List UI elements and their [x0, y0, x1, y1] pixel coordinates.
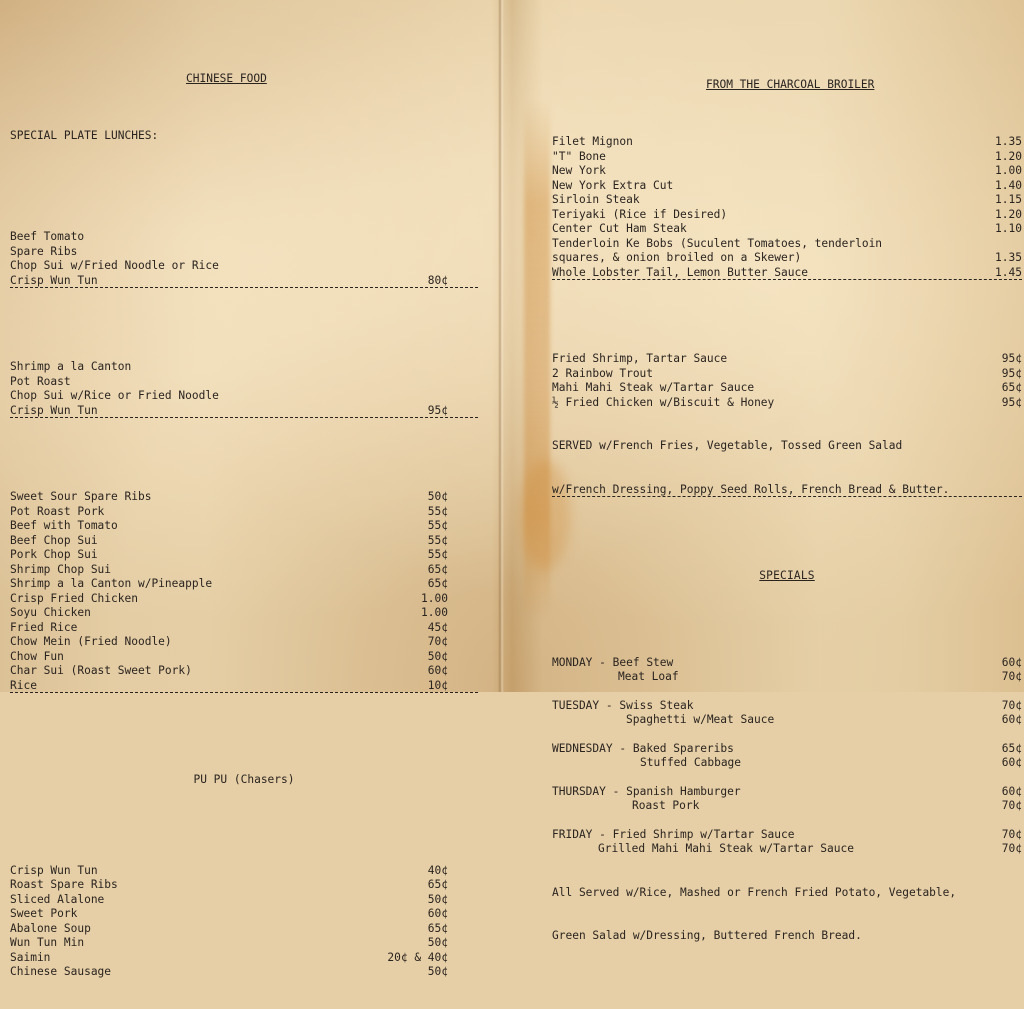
- broiler-item-price: 1.20: [995, 149, 1022, 163]
- special-second-row: [552, 799, 1022, 814]
- pupu-item-name: Saimin: [10, 950, 51, 964]
- broiler-item-price: 1.10: [995, 222, 1022, 235]
- menu-item: [10, 606, 478, 621]
- menu-item: [10, 679, 478, 694]
- menu-item-name: Chow Fun: [10, 649, 64, 663]
- spacer: [552, 728, 1022, 742]
- footer-note-2: Green Salad w/Dressing, Buttered French Bread.: [552, 929, 862, 942]
- seafood-item-price: 95¢: [1001, 352, 1022, 365]
- menu-item-name: Char Sui (Roast Sweet Pork): [10, 664, 192, 677]
- menu-item-price: 60¢: [427, 664, 448, 677]
- seafood-item: [552, 352, 1022, 367]
- special-dish: Grilled Mahi Mahi Steak w/Tartar Sauce: [598, 842, 854, 855]
- special-dish: Spanish Hamburger: [626, 784, 741, 798]
- separator: -: [605, 784, 627, 798]
- broiler-item: [552, 150, 1022, 165]
- broiler-item: [552, 222, 1022, 237]
- plate-item: [10, 274, 478, 289]
- footer-note-1: All Served w/Rice, Mashed or French Fried Potato, Vegetable,: [552, 885, 957, 899]
- special-day-line: [552, 656, 673, 671]
- separator: -: [599, 698, 620, 712]
- special-price: 60¢: [1001, 713, 1022, 726]
- right-page: [552, 106, 1022, 973]
- plate-group-1: [10, 230, 478, 288]
- plate-item-name: Pot Roast: [10, 374, 71, 388]
- seafood-item: [552, 381, 1022, 396]
- menu-item-price: 45¢: [427, 620, 448, 634]
- broiler-item-name: Center Cut Ham Steak: [552, 222, 687, 235]
- special-price: 60¢: [1001, 756, 1022, 769]
- menu-item-price: 65¢: [427, 562, 448, 576]
- separator: -: [592, 655, 613, 669]
- special-dish: Fried Shrimp w/Tartar Sauce: [612, 827, 795, 841]
- seafood-item-price: 95¢: [1001, 395, 1022, 409]
- served-note-2: w/French Dressing, Poppy Seed Rolls, French Bread & Butter.: [552, 483, 1022, 498]
- page-fold: [498, 0, 504, 692]
- plate-item-name: Crisp Wun Tun: [10, 403, 98, 417]
- seafood-item: [552, 396, 1022, 411]
- menu-item-name: Soyu Chicken: [10, 606, 91, 619]
- broiler-item-name: Tenderloin Ke Bobs (Suculent Tomatoes, tenderloin: [552, 236, 883, 250]
- menu-item-name: Pot Roast Pork: [10, 504, 105, 518]
- spacer: [552, 814, 1022, 828]
- pupu-item: [10, 922, 478, 937]
- pupu-item: [10, 951, 478, 966]
- special-second-row: [552, 756, 1022, 771]
- special-day: WEDNESDAY: [552, 741, 613, 755]
- special-day-row: [552, 656, 1022, 671]
- broiler-item-name: "T" Bone: [552, 149, 606, 163]
- pupu-item-name: Crisp Wun Tun: [10, 863, 98, 877]
- broiler-item-name: squares, & onion broiled on a Skewer): [552, 251, 802, 264]
- plate-item: [10, 404, 478, 419]
- pupu-item-price: 65¢: [427, 921, 448, 935]
- special-plate-heading: SPECIAL PLATE LUNCHES:: [10, 129, 159, 142]
- menu-item-name: Sweet Sour Spare Ribs: [10, 490, 152, 503]
- menu-item-name: Fried Rice: [10, 620, 78, 634]
- broiler-item: [552, 179, 1022, 194]
- menu-item-name: Rice: [10, 678, 37, 692]
- alacarte-list: [10, 490, 478, 693]
- special-price: 70¢: [1001, 670, 1022, 683]
- pupu-item-price: 40¢: [427, 863, 448, 877]
- menu-item-name: Shrimp a la Canton w/Pineapple: [10, 577, 213, 590]
- special-day-line: [552, 785, 741, 800]
- menu-item: [10, 534, 478, 549]
- pupu-item-name: Sliced Alalone: [10, 892, 105, 906]
- menu-item-price: 10¢: [427, 678, 448, 692]
- seafood-list: [552, 352, 1022, 410]
- pupu-item-name: Roast Spare Ribs: [10, 878, 118, 891]
- special-day: TUESDAY: [552, 698, 600, 712]
- broiler-item-price: 1.20: [995, 207, 1022, 221]
- plate-item-name: Beef Tomato: [10, 230, 85, 243]
- special-price: 60¢: [1001, 784, 1022, 798]
- broiler-item-price: 1.15: [995, 193, 1022, 206]
- special-dish: Roast Pork: [632, 799, 700, 812]
- menu-item-price: 55¢: [427, 533, 448, 547]
- plate-group-price: 80¢: [427, 273, 448, 287]
- special-price: 60¢: [1001, 655, 1022, 669]
- special-dish: Spaghetti w/Meat Sauce: [626, 713, 775, 726]
- pupu-item-name: Sweet Pork: [10, 907, 78, 920]
- spacer: [552, 771, 1022, 785]
- broiler-item-price: 1.45: [995, 265, 1022, 279]
- pupu-item-price: 20¢ & 40¢: [387, 950, 448, 964]
- broiler-item: [552, 193, 1022, 208]
- pupu-item: [10, 936, 478, 951]
- menu-item: [10, 548, 478, 563]
- seafood-item-price: 95¢: [1001, 366, 1022, 380]
- broiler-list: [552, 135, 1022, 280]
- seafood-item-name: ½ Fried Chicken w/Biscuit & Honey: [552, 395, 775, 409]
- pupu-item-name: Wun Tun Min: [10, 936, 85, 949]
- menu-item-price: 50¢: [427, 490, 448, 503]
- menu-item-price: 65¢: [427, 577, 448, 590]
- spacer: [552, 685, 1022, 699]
- broiler-item-price: 1.40: [995, 178, 1022, 192]
- seafood-item: [552, 367, 1022, 382]
- special-price: 70¢: [1001, 842, 1022, 855]
- special-dish: Swiss Steak: [619, 698, 694, 712]
- menu-item: [10, 650, 478, 665]
- plate-item: [10, 360, 478, 375]
- menu-item: [10, 592, 478, 607]
- pupu-item: [10, 907, 478, 922]
- pupu-item: [10, 965, 478, 980]
- special-day-line: [552, 699, 693, 714]
- separator: -: [612, 741, 633, 755]
- special-day-line: [552, 828, 795, 843]
- menu-item-name: Beef Chop Sui: [10, 533, 98, 547]
- menu-item: [10, 635, 478, 650]
- special-day: FRIDAY: [552, 827, 593, 841]
- menu-item: [10, 563, 478, 578]
- special-day-row: [552, 785, 1022, 800]
- seafood-item-name: Mahi Mahi Steak w/Tartar Sauce: [552, 381, 755, 394]
- menu-item: [10, 519, 478, 534]
- pupu-item-price: 65¢: [427, 878, 448, 891]
- pupu-item-price: 50¢: [427, 936, 448, 949]
- special-second-row: [552, 842, 1022, 857]
- pupu-item: [10, 893, 478, 908]
- broiler-item-name: Teriyaki (Rice if Desired): [552, 207, 728, 221]
- pupu-item: [10, 864, 478, 879]
- plate-item-name: Chop Sui w/Fried Noodle or Rice: [10, 259, 219, 272]
- broiler-item-name: New York: [552, 164, 606, 177]
- pupu-item-price: 50¢: [427, 892, 448, 906]
- special-day: THURSDAY: [552, 784, 606, 798]
- special-dish: Stuffed Cabbage: [640, 756, 742, 769]
- broiler-item-price: 1.00: [995, 164, 1022, 177]
- menu-item: [10, 490, 478, 505]
- pupu-item-price: 60¢: [427, 907, 448, 920]
- plate-group-price: 95¢: [427, 403, 448, 417]
- menu-item-name: Beef with Tomato: [10, 519, 118, 532]
- menu-item: [10, 621, 478, 636]
- broiler-item-price: 1.35: [995, 251, 1022, 264]
- menu-item: [10, 505, 478, 520]
- plate-item: [10, 389, 478, 404]
- plate-item: [10, 375, 478, 390]
- broiler-item: [552, 208, 1022, 223]
- special-day-row: [552, 828, 1022, 843]
- plate-group-2: [10, 360, 478, 418]
- special-price: 70¢: [1001, 827, 1022, 841]
- plate-item-name: Crisp Wun Tun: [10, 273, 98, 287]
- special-day-row: [552, 699, 1022, 714]
- special-day: MONDAY: [552, 655, 593, 669]
- plate-item-name: Shrimp a la Canton: [10, 360, 132, 373]
- pupu-item-name: Chinese Sausage: [10, 965, 112, 978]
- separator: -: [592, 827, 613, 841]
- menu-item: [10, 577, 478, 592]
- pupu-item: [10, 878, 478, 893]
- left-page-title: CHINESE FOOD: [186, 72, 267, 85]
- menu-item: [10, 664, 478, 679]
- special-dish: Meat Loaf: [618, 670, 679, 683]
- menu-item-price: 1.00: [421, 591, 448, 605]
- broiler-item: [552, 164, 1022, 179]
- special-dish: Baked Spareribs: [632, 741, 734, 755]
- special-day-line: [552, 742, 734, 757]
- broiler-item-price: [970, 237, 1022, 252]
- menu-item-name: Crisp Fried Chicken: [10, 591, 138, 605]
- menu-item-name: Chow Mein (Fried Noodle): [10, 635, 172, 648]
- broiler-item: [552, 237, 1022, 252]
- special-price: 65¢: [1001, 741, 1022, 755]
- broiler-item-name: Filet Mignon: [552, 135, 633, 148]
- plate-item: [10, 245, 478, 260]
- plate-item: [10, 259, 478, 274]
- menu-item-price: 55¢: [427, 504, 448, 518]
- seafood-item-name: 2 Rainbow Trout: [552, 366, 654, 380]
- broiler-item: [552, 266, 1022, 281]
- seafood-item-name: Fried Shrimp, Tartar Sauce: [552, 352, 728, 365]
- served-note-1: SERVED w/French Fries, Vegetable, Tossed Green Salad: [552, 439, 903, 452]
- special-price: 70¢: [1001, 698, 1022, 712]
- pupu-title: PU PU (Chasers): [193, 773, 295, 786]
- broiler-item-name: New York Extra Cut: [552, 178, 674, 192]
- specials-list: [552, 656, 1022, 857]
- menu-item-name: Pork Chop Sui: [10, 548, 98, 561]
- menu-item-name: Shrimp Chop Sui: [10, 562, 112, 576]
- menu-item-price: 55¢: [427, 519, 448, 532]
- broiler-item-name: Whole Lobster Tail, Lemon Butter Sauce: [552, 265, 808, 279]
- right-page-title: FROM THE CHARCOAL BROILER: [706, 78, 875, 91]
- left-page: [10, 100, 478, 1009]
- plate-item-name: Spare Ribs: [10, 244, 78, 258]
- seafood-item-price: 65¢: [1001, 381, 1022, 394]
- pupu-item-price: 50¢: [427, 965, 448, 978]
- broiler-item: [552, 135, 1022, 150]
- special-day-row: [552, 742, 1022, 757]
- broiler-item-price: 1.35: [995, 135, 1022, 148]
- special-price: 70¢: [1001, 799, 1022, 812]
- menu-item-price: 70¢: [427, 635, 448, 648]
- plate-item-name: Chop Sui w/Rice or Fried Noodle: [10, 389, 219, 402]
- pupu-list: [10, 864, 478, 980]
- specials-title: SPECIALS: [759, 569, 815, 582]
- special-second-row: [552, 670, 1022, 685]
- broiler-item: [552, 251, 1022, 266]
- menu-item-price: 55¢: [427, 548, 448, 561]
- menu-item-price: 50¢: [427, 649, 448, 663]
- special-dish: Beef Stew: [612, 655, 674, 669]
- pupu-item-name: Abalone Soup: [10, 921, 91, 935]
- special-second-row: [552, 713, 1022, 728]
- broiler-item-name: Sirloin Steak: [552, 193, 640, 206]
- plate-item: [10, 230, 478, 245]
- menu-item-price: 1.00: [421, 606, 448, 619]
